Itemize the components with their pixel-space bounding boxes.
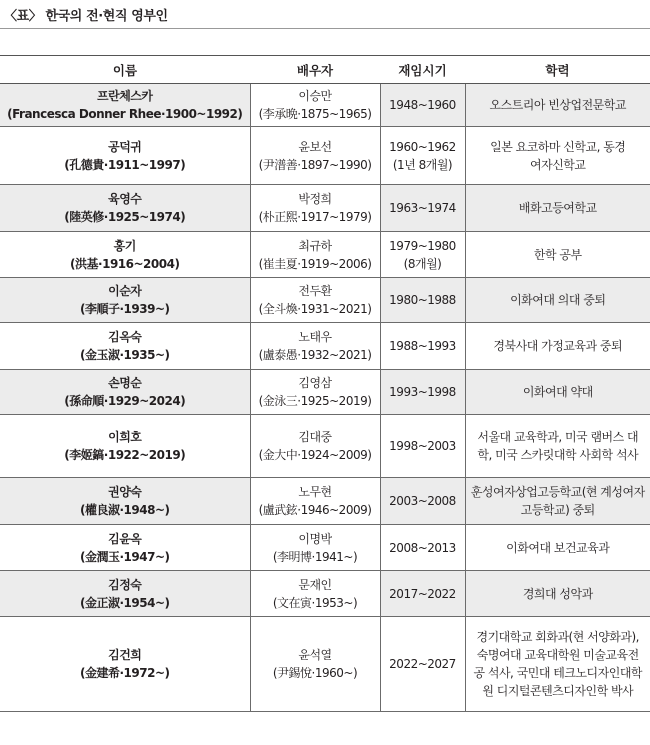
table-row — [0, 525, 650, 571]
spouse-detail: (金大中·1924~2009) — [258, 448, 372, 462]
term-years: 2022~2027 — [389, 657, 456, 671]
cell-education — [465, 185, 650, 232]
first-lady-name: 손명순 — [108, 376, 142, 390]
cell-education — [465, 617, 650, 712]
cell-name — [0, 478, 250, 525]
education-text: 훈성여자상업고등학교(현 계성여자고등학교) 중퇴 — [470, 485, 645, 517]
cell-spouse — [250, 415, 380, 478]
table-body — [0, 84, 650, 712]
education-text: 서울대 교육학과, 미국 램버스 대학, 미국 스카릿대학 사회학 석사 — [477, 430, 639, 462]
cell-spouse — [250, 478, 380, 525]
spouse-name: 윤석열 — [298, 648, 332, 662]
cell-education — [465, 370, 650, 415]
first-lady-detail: (金建希·1972~) — [80, 666, 170, 680]
first-lady-name: 김정숙 — [108, 577, 142, 592]
cell-name — [0, 278, 250, 323]
table-row — [0, 232, 650, 278]
cell-education — [465, 127, 650, 185]
spouse-detail: (全斗煥·1931~2021) — [258, 302, 372, 316]
spouse-name: 김영삼 — [298, 376, 332, 390]
cell-spouse — [250, 370, 380, 415]
education-text: 이화여대 약대 — [522, 385, 593, 399]
term-years: 1948~1960 — [389, 98, 456, 112]
table-row — [0, 84, 650, 127]
cell-spouse — [250, 232, 380, 278]
term-years: 2008~2013 — [389, 540, 456, 555]
table-row — [0, 185, 650, 232]
cell-name — [0, 415, 250, 478]
spouse-detail: (李承晩·1875~1965) — [258, 107, 372, 121]
term-years: 1960~1962 — [389, 139, 456, 154]
table-row — [0, 370, 650, 415]
spouse-name: 문재인 — [298, 577, 332, 592]
first-lady-detail: (李順子·1939~) — [80, 302, 170, 316]
cell-term — [380, 415, 465, 478]
cell-spouse — [250, 185, 380, 232]
cell-term — [380, 127, 465, 185]
cell-term — [380, 278, 465, 323]
first-lady-name: 김옥숙 — [108, 330, 142, 344]
table-row — [0, 278, 650, 323]
cell-name — [0, 232, 250, 278]
education-text: 경북사대 가정교육과 중퇴 — [493, 339, 623, 353]
spouse-name: 노태우 — [298, 330, 332, 344]
first-lady-detail: (孔德貴·1911~1997) — [64, 157, 186, 172]
cell-term — [380, 323, 465, 370]
cell-term — [380, 185, 465, 232]
spouse-name: 윤보선 — [298, 139, 332, 154]
education-text: 이화여대 의대 중퇴 — [510, 293, 606, 307]
header-education: 학력 — [465, 56, 650, 84]
cell-spouse — [250, 525, 380, 571]
cell-term — [380, 370, 465, 415]
cell-education — [465, 525, 650, 571]
cell-education — [465, 84, 650, 127]
first-lady-name: 공덕귀 — [108, 139, 142, 154]
spouse-detail: (盧武鉉·1946~2009) — [258, 503, 372, 517]
spouse-name: 노무현 — [298, 485, 332, 499]
table-row — [0, 571, 650, 617]
term-duration: (1년 8개월) — [392, 157, 453, 172]
term-years: 1980~1988 — [389, 293, 456, 307]
spouse-detail: (尹錫悅·1960~) — [272, 666, 358, 680]
spacer — [0, 29, 650, 55]
education-text: 한학 공부 — [533, 247, 582, 262]
table-row — [0, 127, 650, 185]
spouse-name: 최규하 — [298, 238, 332, 253]
first-lady-detail: (金正淑·1954~) — [80, 595, 170, 610]
first-lady-detail: (金潤玉·1947~) — [80, 549, 170, 564]
cell-name — [0, 525, 250, 571]
cell-term — [380, 617, 465, 712]
title-bar — [0, 0, 650, 29]
cell-spouse — [250, 323, 380, 370]
spouse-name: 이승만 — [298, 89, 332, 103]
cell-term — [380, 84, 465, 127]
education-text: 경기대학교 회화과(현 서양화과), 숙명여대 교육대학원 미술교육전공 석사, 국민대 테크노디자인대학원 디지털콘텐츠디자인학 박사 — [473, 630, 643, 698]
first-lady-name: 프란체스카 — [97, 89, 153, 103]
term-duration: (8개월) — [403, 256, 442, 271]
cell-name — [0, 185, 250, 232]
table-row — [0, 617, 650, 712]
first-lady-detail: (金玉淑·1935~) — [80, 348, 170, 362]
cell-name — [0, 617, 250, 712]
cell-name — [0, 571, 250, 617]
table-title: 〈표〉 한국의 전·현직 영부인 — [4, 8, 168, 24]
education-text: 경희대 성악과 — [522, 586, 593, 601]
term-years: 2017~2022 — [389, 586, 456, 601]
education-text: 일본 요코하마 신학교, 동경여자신학교 — [490, 139, 626, 172]
cell-education — [465, 571, 650, 617]
header-spouse: 배우자 — [250, 56, 380, 84]
first-lady-name: 김건희 — [108, 648, 142, 662]
term-years: 1979~1980 — [389, 238, 456, 253]
first-lady-name: 이희호 — [108, 430, 142, 444]
spouse-detail: (金泳三·1925~2019) — [258, 394, 372, 408]
first-lady-name: 육영수 — [108, 192, 142, 206]
first-lady-name: 권양숙 — [108, 485, 142, 499]
spouse-detail: (朴正熙·1917~1979) — [258, 210, 372, 224]
table-header — [0, 56, 650, 84]
table-row — [0, 323, 650, 370]
first-lady-detail: (孫命順·1929~2024) — [64, 394, 186, 408]
cell-name — [0, 84, 250, 127]
cell-term — [380, 571, 465, 617]
cell-education — [465, 323, 650, 370]
spouse-name: 박정희 — [298, 192, 332, 206]
first-lady-name: 이순자 — [108, 284, 142, 298]
first-lady-detail: (李姬鎬·1922~2019) — [64, 448, 186, 462]
spouse-detail: (盧泰愚·1932~2021) — [258, 348, 372, 362]
spouse-detail: (李明博·1941~) — [272, 549, 358, 564]
first-lady-detail: (Francesca Donner Rhee·1900~1992) — [7, 107, 243, 121]
cell-education — [465, 478, 650, 525]
first-lady-detail: (權良淑·1948~) — [80, 503, 170, 517]
cell-term — [380, 232, 465, 278]
education-text: 이화여대 보건교육과 — [506, 540, 610, 555]
education-text: 배화고등여학교 — [518, 201, 597, 215]
spouse-name: 김대중 — [298, 430, 332, 444]
first-lady-name: 김윤옥 — [108, 531, 142, 546]
spouse-name: 전두환 — [298, 284, 332, 298]
cell-education — [465, 232, 650, 278]
term-years: 1998~2003 — [389, 439, 456, 453]
spouse-name: 이명박 — [298, 531, 332, 546]
cell-spouse — [250, 571, 380, 617]
term-years: 1993~1998 — [389, 385, 456, 399]
cell-spouse — [250, 278, 380, 323]
first-lady-detail: (洪基·1916~2004) — [70, 256, 180, 271]
cell-education — [465, 278, 650, 323]
first-ladies-table — [0, 55, 650, 712]
spouse-detail: (文在寅·1953~) — [272, 595, 358, 610]
header-name: 이름 — [0, 56, 250, 84]
cell-spouse — [250, 127, 380, 185]
term-years: 1963~1974 — [389, 201, 456, 215]
spouse-detail: (尹潽善·1897~1990) — [258, 157, 372, 172]
cell-name — [0, 127, 250, 185]
first-lady-detail: (陸英修·1925~1974) — [64, 210, 186, 224]
cell-term — [380, 525, 465, 571]
header-term: 재임시기 — [380, 56, 465, 84]
first-lady-name: 홍기 — [113, 238, 136, 253]
term-years: 2003~2008 — [389, 494, 456, 508]
cell-education — [465, 415, 650, 478]
table-row — [0, 415, 650, 478]
cell-name — [0, 323, 250, 370]
education-text: 오스트리아 빈상업전문학교 — [489, 98, 626, 112]
spouse-detail: (崔圭夏·1919~2006) — [258, 256, 372, 271]
cell-spouse — [250, 617, 380, 712]
table-row — [0, 478, 650, 525]
cell-spouse — [250, 84, 380, 127]
cell-term — [380, 478, 465, 525]
cell-name — [0, 370, 250, 415]
term-years: 1988~1993 — [389, 339, 456, 353]
